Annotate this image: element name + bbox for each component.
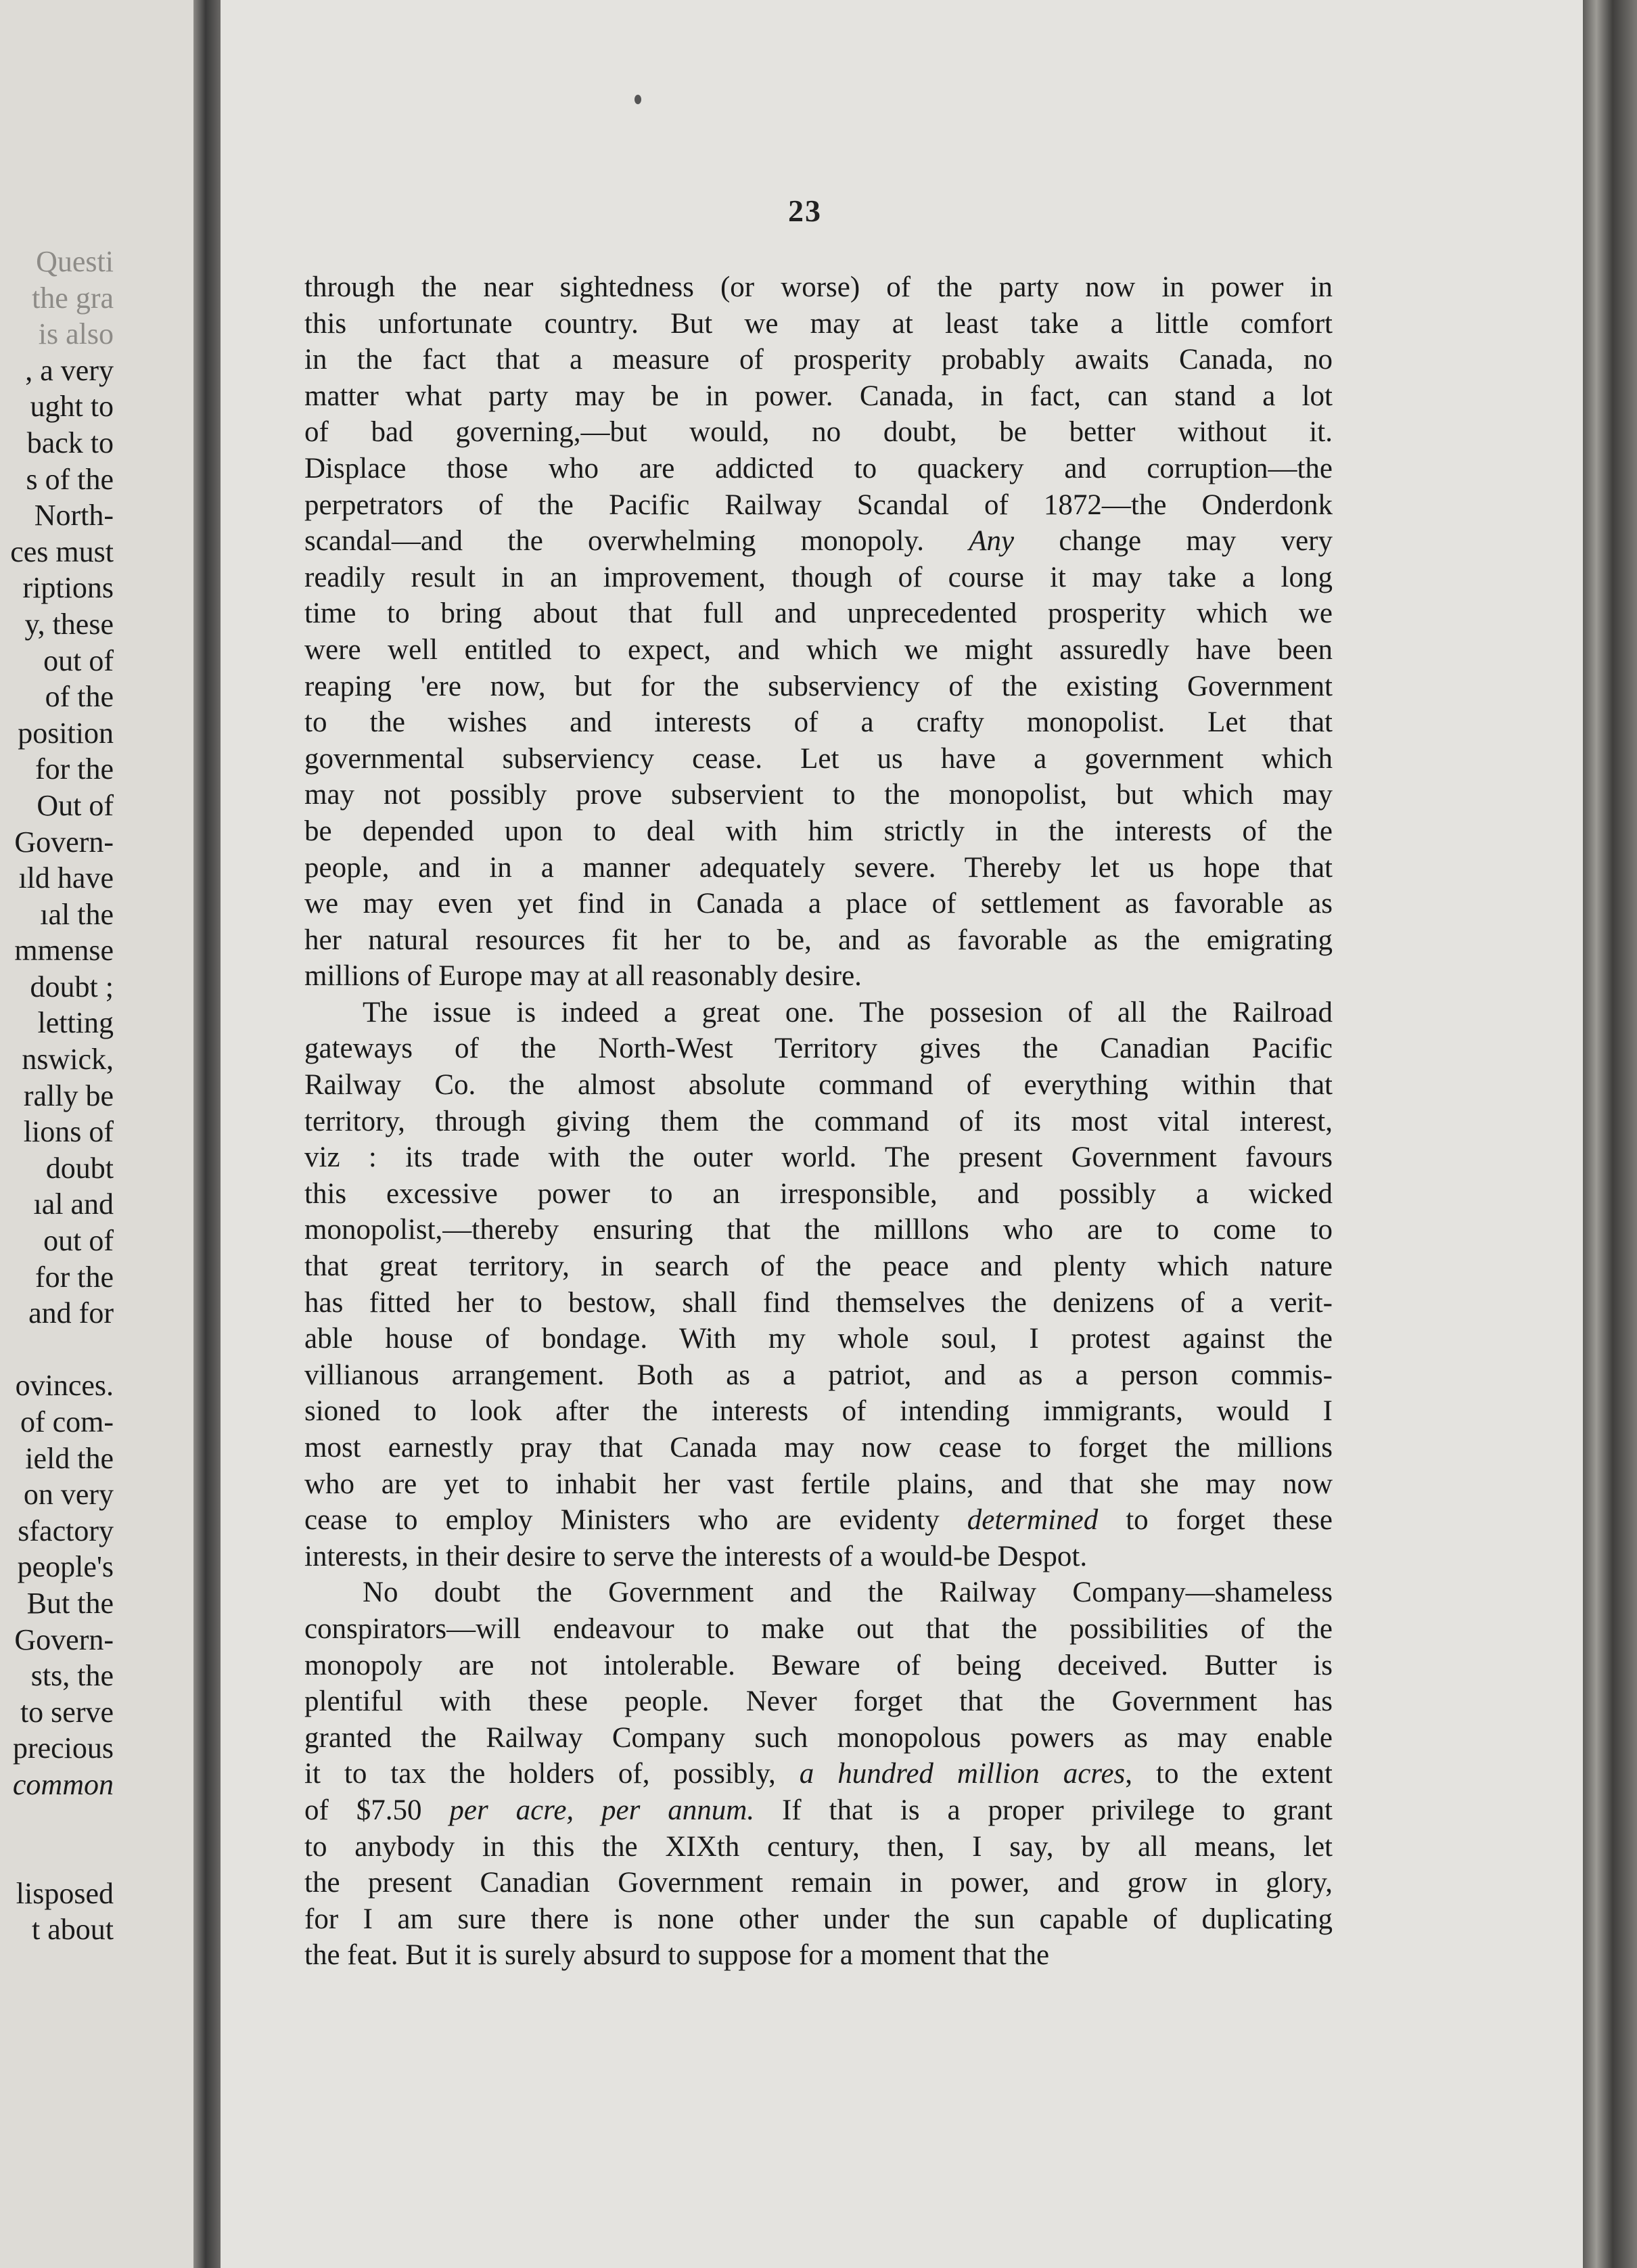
text-line: of bad governing,—but would, no doubt, be better without it. bbox=[304, 416, 1333, 449]
facing-page-line: rally be bbox=[23, 1079, 114, 1112]
text-line: Railway Co. the almost absolute command of everything within that bbox=[304, 1069, 1333, 1102]
text-line: conspirators—will endeavour to make out that the possibilities of the bbox=[304, 1612, 1333, 1645]
text-line: it to tax the holders of, possibly, a hundred million acres, to the extent bbox=[304, 1758, 1333, 1790]
facing-page-line: s of the bbox=[26, 462, 114, 496]
facing-page-line bbox=[0, 1803, 193, 1840]
text-line: the feat. But it is surely absurd to suppose for a moment that the bbox=[304, 1939, 1050, 1972]
text-line: monopolist,—thereby ensuring that the milllons who are to come to bbox=[304, 1214, 1333, 1246]
ink-speck bbox=[635, 95, 641, 104]
text-line: able house of bondage. With my whole soul, I protest against the bbox=[304, 1323, 1333, 1355]
facing-page-line: t about bbox=[32, 1913, 114, 1947]
facing-page-line: for the bbox=[34, 752, 114, 786]
facing-page-line: Govern- bbox=[14, 1623, 114, 1656]
page-edge bbox=[1583, 0, 1637, 2268]
body-text bbox=[304, 269, 1333, 1974]
facing-page-line: ıal the bbox=[40, 897, 114, 931]
facing-page-line bbox=[0, 1332, 193, 1368]
text-line: this excessive power to an irresponsible, and possibly a wicked bbox=[304, 1177, 1333, 1210]
facing-page-line: ıld have bbox=[18, 861, 114, 895]
text-line: governmental subserviency cease. Let us have a government which bbox=[304, 742, 1333, 775]
facing-page-line: ught to bbox=[30, 390, 114, 424]
text-line: to the wishes and interests of a crafty monopolist. Let that bbox=[304, 706, 1333, 739]
text-line: interests, in their desire to serve the interests of a would-be Despot. bbox=[304, 1540, 1088, 1572]
text-line: the present Canadian Government remain in power, and grow in glory, bbox=[304, 1867, 1333, 1899]
facing-page-line: back to bbox=[26, 426, 114, 459]
facing-page-line: , a very bbox=[25, 353, 114, 387]
facing-page-line: mmense bbox=[14, 934, 114, 968]
text-line: Displace those who are addicted to quackery and corruption—the bbox=[304, 452, 1333, 484]
facing-page-line: people's bbox=[17, 1550, 114, 1584]
text-line: who are yet to inhabit her vast fertile plains, and that she may now bbox=[304, 1468, 1333, 1500]
text-line: reaping 'ere now, but for the subserviency of the existing Government bbox=[304, 670, 1333, 702]
text-line: The issue is indeed a great one. The possesion of all the Railroad bbox=[363, 996, 1333, 1028]
text-line: readily result in an improvement, though of course it may take a long bbox=[304, 561, 1333, 593]
facing-page-line: the gra bbox=[32, 281, 114, 315]
facing-page-line: Govern- bbox=[14, 825, 114, 859]
text-line: we may even yet find in Canada a place of settlement as favorable as bbox=[304, 888, 1333, 920]
facing-page-line: of com- bbox=[20, 1405, 114, 1438]
text-line: gateways of the North-West Territory gives the Canadian Pacific bbox=[304, 1033, 1333, 1065]
facing-page-line: doubt ; bbox=[30, 970, 114, 1003]
facing-page-line: to serve bbox=[20, 1695, 114, 1729]
facing-page-line: on very bbox=[23, 1478, 114, 1512]
facing-page-line: lisposed bbox=[16, 1876, 114, 1910]
facing-page-line: But the bbox=[26, 1586, 114, 1620]
text-line: monopoly are not intolerable. Beware of being deceived. Butter is bbox=[304, 1649, 1333, 1681]
text-line: most earnestly pray that Canada may now cease to forget the millions bbox=[304, 1432, 1333, 1464]
facing-page-line: letting bbox=[37, 1006, 114, 1040]
text-line: cease to employ Ministers who are evidenty determined to forget these bbox=[304, 1504, 1333, 1537]
book-gutter bbox=[193, 0, 221, 2268]
text-line: of $7.50 per acre, per annum. If that is a proper privilege to grant bbox=[304, 1794, 1333, 1826]
facing-page-line: ovinces. bbox=[15, 1369, 114, 1403]
facing-page-line: and for bbox=[28, 1296, 114, 1330]
text-line: granted the Railway Company such monopolous powers as may enable bbox=[304, 1721, 1333, 1754]
text-line: people, and in a manner adequately severe. Thereby let us hope that bbox=[304, 851, 1333, 884]
text-line: plentiful with these people. Never forget that the Government has bbox=[304, 1685, 1333, 1718]
facing-page-line: precious bbox=[12, 1731, 114, 1765]
facing-page-fragment bbox=[0, 0, 193, 2268]
text-line: that great territory, in search of the peace and plenty which nature bbox=[304, 1250, 1333, 1283]
text-line: through the near sightedness (or worse) of the party now in power in bbox=[304, 271, 1333, 303]
facing-page-line: common bbox=[12, 1767, 114, 1801]
text-line: villianous arrangement. Both as a patriot, and as a person commis- bbox=[304, 1359, 1333, 1391]
facing-page-line: doubt bbox=[45, 1151, 114, 1185]
facing-page-line bbox=[0, 1839, 193, 1876]
text-line: has fitted her to bestow, shall find themselves the denizens of a verit- bbox=[304, 1286, 1333, 1319]
text-line: territory, through giving them the command of its most vital interest, bbox=[304, 1105, 1333, 1137]
text-line: were well entitled to expect, and which we might assuredly have been bbox=[304, 633, 1333, 666]
facing-page-line: position bbox=[18, 716, 114, 750]
facing-page-line: Questi bbox=[36, 245, 114, 278]
text-line: perpetrators of the Pacific Railway Scandal of 1872—the Onderdonk bbox=[304, 489, 1333, 521]
facing-page-line: of the bbox=[45, 680, 114, 714]
facing-page-line: y, these bbox=[24, 607, 114, 641]
text-line: scandal—and the overwhelming monopoly. Any change may very bbox=[304, 525, 1333, 558]
facing-page-line: sts, the bbox=[30, 1659, 114, 1693]
facing-page-text bbox=[0, 244, 193, 1948]
text-line: this unfortunate country. But we may at least take a little comfort bbox=[304, 307, 1333, 340]
facing-page-line: North- bbox=[34, 499, 114, 532]
text-line: matter what party may be in power. Canada, in fact, can stand a lot bbox=[304, 380, 1333, 412]
facing-page-line: lions of bbox=[23, 1115, 114, 1149]
page-number: 23 bbox=[788, 194, 822, 228]
text-line: sioned to look after the interests of intending immigrants, would I bbox=[304, 1395, 1333, 1428]
facing-page-line: sfactory bbox=[18, 1514, 114, 1547]
text-line: her natural resources fit her to be, and as favorable as the emigrating bbox=[304, 924, 1333, 956]
text-line: No doubt the Government and the Railway Company—shameless bbox=[363, 1577, 1333, 1609]
facing-page-line: out of bbox=[43, 643, 114, 677]
text-line: in the fact that a measure of prosperity probably awaits Canada, no bbox=[304, 344, 1333, 376]
facing-page-line: Out of bbox=[37, 788, 114, 822]
text-line: millions of Europe may at all reasonably desire. bbox=[304, 960, 862, 993]
text-line: be depended upon to deal with him strictly in the interests of the bbox=[304, 815, 1333, 847]
text-line: time to bring about that full and unprecedented prosperity which we bbox=[304, 597, 1333, 630]
text-line: viz : its trade with the outer world. The present Government favours bbox=[304, 1141, 1333, 1174]
facing-page-line: is also bbox=[38, 317, 114, 351]
facing-page-line: for the bbox=[34, 1260, 114, 1294]
facing-page-line: riptions bbox=[22, 571, 114, 605]
facing-page-line: ield the bbox=[25, 1441, 114, 1475]
text-line: may not possibly prove subservient to the monopolist, but which may bbox=[304, 779, 1333, 811]
facing-page-line: out of bbox=[43, 1224, 114, 1258]
text-line: for I am sure there is none other under the sun capable of duplicating bbox=[304, 1903, 1333, 1935]
facing-page-line: ces must bbox=[10, 535, 114, 568]
facing-page-line: nswick, bbox=[22, 1043, 114, 1076]
text-line: to anybody in this the XIXth century, then, I say, by all means, let bbox=[304, 1830, 1333, 1863]
facing-page-line: ıal and bbox=[33, 1187, 114, 1221]
